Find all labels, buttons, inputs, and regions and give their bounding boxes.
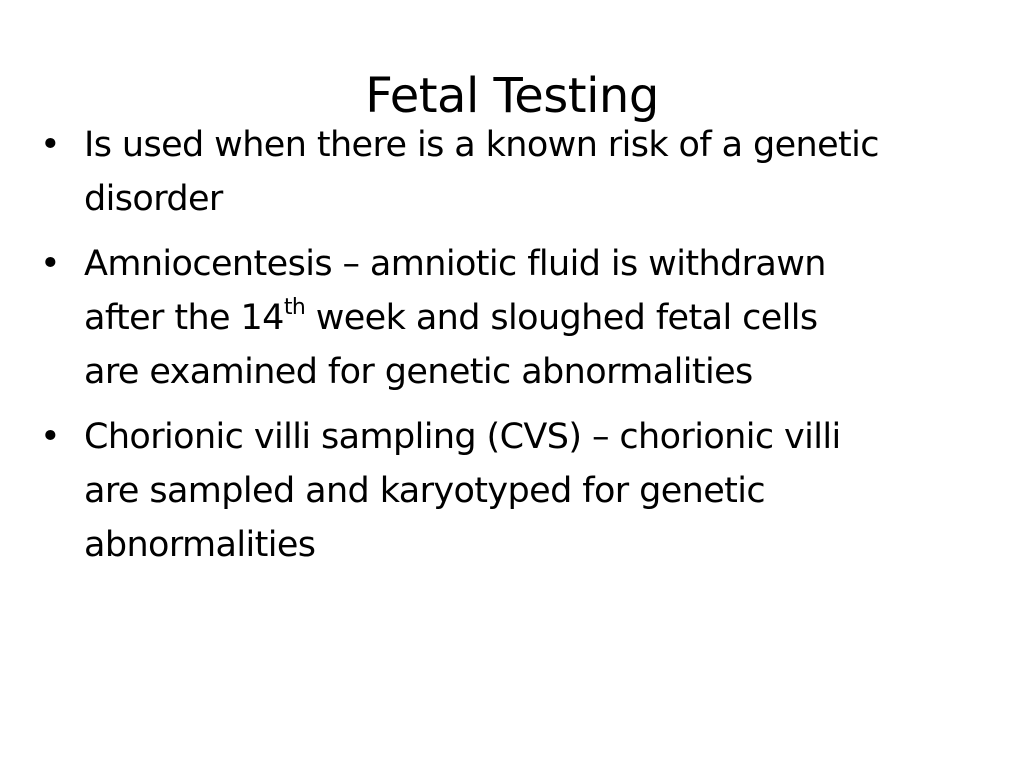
bullet-line [84,291,960,345]
bullet-line: are examined for genetic abnormalities [84,352,753,392]
bullet-line-part: week and sloughed fetal cells [305,298,818,338]
bullet-text [84,118,960,226]
bullet-line: Amniocentesis – amniotic fluid is withdrawn [84,244,826,284]
bullet-text [84,237,960,399]
bullet-item-use-case [40,118,960,226]
bullet-line-part: after the 14 [84,298,284,338]
slide-title: Fetal Testing [365,68,659,124]
bullet-list [40,118,960,583]
bullet-line: are sampled and karyotyped for genetic [84,471,766,511]
bullet-line: Chorionic villi sampling (CVS) – chorionic villi [84,417,841,457]
bullet-text [84,410,960,572]
bullet-line: disorder [84,179,223,219]
bullet-item-cvs [40,410,960,572]
bullet-dot-icon: • [40,244,61,284]
bullet-line: Is used when there is a known risk of a genetic [84,125,879,165]
bullet-dot-icon: • [40,417,61,457]
bullet-dot-icon: • [40,125,61,165]
bullet-line: abnormalities [84,525,316,565]
superscript-ordinal: th [283,295,306,321]
bullet-item-amniocentesis [40,237,960,399]
